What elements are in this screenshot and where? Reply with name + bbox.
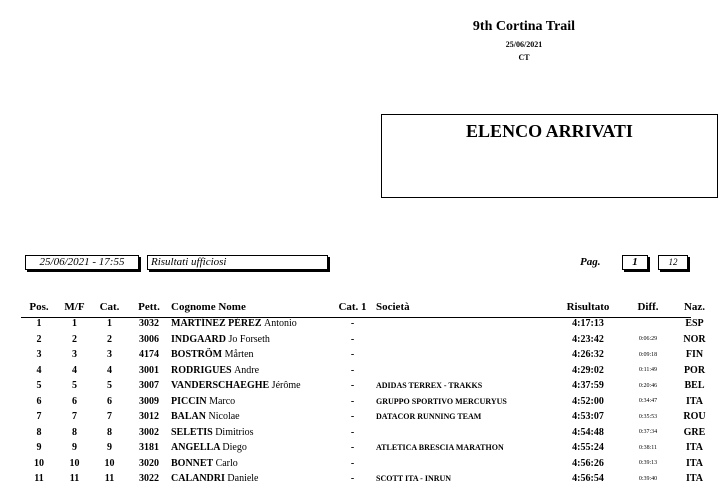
cell-naz: GRE bbox=[683, 426, 706, 438]
first-name: Dimitrios bbox=[215, 426, 254, 438]
cell-mf: 11 bbox=[69, 473, 80, 485]
spacer bbox=[0, 363, 21, 379]
cell-pett: 3020 bbox=[139, 457, 159, 469]
cell-society: ADIDAS TERREX - TRAKKS bbox=[376, 381, 483, 391]
col-naz: Naz. bbox=[683, 301, 706, 313]
cell-cat: 8 bbox=[107, 426, 112, 438]
first-name: Jérôme bbox=[271, 380, 301, 392]
cell-pett: 3009 bbox=[139, 395, 159, 407]
table-row bbox=[0, 471, 717, 487]
cell-society bbox=[376, 425, 552, 441]
col-name: Cognome Nome bbox=[171, 301, 246, 313]
table-row bbox=[0, 394, 717, 410]
cell-result: 4:29:02 bbox=[572, 364, 604, 376]
cell-pos: 11 bbox=[34, 473, 44, 485]
cell-name bbox=[171, 316, 329, 332]
cell-naz: ITA bbox=[685, 457, 704, 469]
cell-naz: POR bbox=[683, 364, 706, 376]
page-number: 1 bbox=[622, 255, 648, 270]
results-table bbox=[0, 298, 717, 487]
cell-result: 4:53:07 bbox=[572, 411, 604, 423]
cell-name bbox=[171, 332, 329, 348]
cell-result: 4:23:42 bbox=[572, 333, 604, 345]
surname: BOSTRÖM bbox=[171, 349, 223, 361]
cell-naz: ITA bbox=[685, 395, 704, 407]
col-pos: Pos. bbox=[29, 301, 49, 313]
first-name: Andre bbox=[234, 364, 260, 376]
cell-diff: 0:35:53 bbox=[638, 413, 658, 420]
cell-name bbox=[171, 347, 329, 363]
spacer bbox=[0, 440, 21, 456]
first-name: Diego bbox=[222, 442, 247, 454]
cell-society: SCOTT ITA - INRUN bbox=[376, 474, 452, 484]
cell-cat: 3 bbox=[107, 349, 112, 361]
cell-cat1: - bbox=[350, 411, 355, 423]
cell-cat1: - bbox=[350, 333, 355, 345]
cell-result: 4:52:00 bbox=[572, 395, 604, 407]
event-code: CT bbox=[518, 53, 530, 62]
spacer bbox=[0, 332, 21, 348]
col-result: Risultato bbox=[566, 301, 610, 313]
cell-pett: 3001 bbox=[139, 364, 159, 376]
event-title: 9th Cortina Trail bbox=[472, 19, 576, 34]
cell-mf: 2 bbox=[72, 333, 77, 345]
surname: RODRIGUES bbox=[171, 364, 232, 376]
table-row bbox=[0, 347, 717, 363]
first-name: Mårten bbox=[224, 349, 254, 361]
cell-naz: NOR bbox=[683, 333, 706, 345]
cell-cat1: - bbox=[350, 442, 355, 454]
surname: BALAN bbox=[171, 411, 207, 423]
spacer bbox=[0, 347, 21, 363]
cell-name bbox=[171, 456, 329, 472]
cell-pos: 10 bbox=[34, 457, 44, 469]
first-name: Antonio bbox=[264, 318, 297, 330]
table-row bbox=[0, 425, 717, 441]
cell-cat: 10 bbox=[104, 457, 115, 469]
cell-cat1: - bbox=[350, 349, 355, 361]
cell-cat1: - bbox=[350, 364, 355, 376]
cell-mf: 8 bbox=[72, 426, 77, 438]
cell-pett: 3006 bbox=[139, 333, 159, 345]
cell-result: 4:37:59 bbox=[572, 380, 604, 392]
event-date: 25/06/2021 bbox=[505, 40, 543, 49]
cell-naz: ROU bbox=[683, 411, 706, 423]
cell-diff: 0:39:40 bbox=[638, 475, 658, 482]
cell-result: 4:56:26 bbox=[572, 457, 604, 469]
cell-mf: 3 bbox=[72, 349, 77, 361]
spacer bbox=[0, 316, 21, 332]
table-header bbox=[0, 298, 717, 316]
cell-name bbox=[171, 425, 329, 441]
cell-name bbox=[171, 363, 329, 379]
cell-mf: 9 bbox=[72, 442, 77, 454]
cell-cat1: - bbox=[350, 395, 355, 407]
cell-result: 4:54:48 bbox=[572, 426, 604, 438]
cell-society bbox=[376, 363, 552, 379]
cell-mf: 4 bbox=[72, 364, 77, 376]
cell-pos: 6 bbox=[36, 395, 42, 407]
spacer bbox=[0, 394, 21, 410]
cell-pett: 3022 bbox=[139, 473, 159, 485]
cell-result: 4:26:32 bbox=[572, 349, 604, 361]
cell-diff: 0:34:47 bbox=[638, 398, 658, 405]
col-diff: Diff. bbox=[637, 301, 659, 313]
timestamp-box: 25/06/2021 - 17:55 bbox=[25, 255, 139, 270]
cell-name bbox=[171, 440, 329, 456]
cell-society bbox=[376, 347, 552, 363]
cell-pett: 3012 bbox=[139, 411, 159, 423]
cell-name bbox=[171, 394, 329, 410]
cell-result: 4:56:54 bbox=[572, 473, 604, 485]
table-row bbox=[0, 363, 717, 379]
cell-cat: 11 bbox=[104, 473, 115, 485]
cell-pos: 3 bbox=[36, 349, 42, 361]
cell-pos: 5 bbox=[36, 380, 42, 392]
cell-name bbox=[171, 378, 329, 394]
cell-mf: 5 bbox=[72, 380, 77, 392]
cell-result: 4:55:24 bbox=[572, 442, 604, 454]
cell-cat: 5 bbox=[107, 380, 112, 392]
cell-pos: 1 bbox=[36, 318, 42, 330]
cell-naz: ITA bbox=[685, 442, 704, 454]
surname: VANDERSCHAEGHE bbox=[171, 380, 270, 392]
cell-pos: 7 bbox=[36, 411, 42, 423]
cell-diff: 0:37:34 bbox=[638, 429, 658, 436]
cell-diff: 0:20:46 bbox=[638, 382, 658, 389]
cell-cat1: - bbox=[350, 318, 355, 330]
cell-cat: 1 bbox=[107, 318, 112, 330]
cell-cat1: - bbox=[350, 457, 355, 469]
cell-name bbox=[171, 471, 329, 487]
table-row bbox=[0, 456, 717, 472]
page-total: 12 bbox=[658, 255, 688, 270]
cell-cat: 9 bbox=[107, 442, 112, 454]
cell-pett: 4174 bbox=[139, 349, 159, 361]
col-society: Società bbox=[376, 301, 410, 313]
surname: SELETIS bbox=[171, 426, 213, 438]
table-row bbox=[0, 440, 717, 456]
cell-naz: ITA bbox=[685, 473, 704, 485]
table-row bbox=[0, 332, 717, 348]
cell-pos: 8 bbox=[36, 426, 42, 438]
table-row bbox=[0, 378, 717, 394]
col-cat: Cat. bbox=[99, 301, 120, 313]
cell-result: 4:17:13 bbox=[572, 318, 604, 330]
surname: ANGELLA bbox=[171, 442, 220, 454]
cell-pett: 3181 bbox=[139, 442, 159, 454]
cell-pos: 4 bbox=[36, 364, 42, 376]
cell-cat1: - bbox=[350, 473, 355, 485]
cell-society bbox=[376, 316, 552, 332]
cell-cat1: - bbox=[350, 426, 355, 438]
cell-diff: 0:11:49 bbox=[638, 367, 658, 374]
cell-society: DATACOR RUNNING TEAM bbox=[376, 412, 482, 422]
cell-mf: 10 bbox=[69, 457, 80, 469]
cell-mf: 7 bbox=[72, 411, 77, 423]
cell-cat: 4 bbox=[107, 364, 112, 376]
col-cat1: Cat. 1 bbox=[338, 301, 367, 313]
surname: CALANDRI bbox=[171, 473, 225, 485]
cell-cat: 6 bbox=[107, 395, 112, 407]
cell-name bbox=[171, 409, 329, 425]
report-title-box bbox=[381, 114, 718, 198]
cell-cat1: - bbox=[350, 380, 355, 392]
first-name: Nicolae bbox=[208, 411, 240, 423]
cell-naz: ESP bbox=[685, 318, 704, 330]
spacer bbox=[0, 456, 21, 472]
surname: BONNET bbox=[171, 457, 214, 469]
first-name: Carlo bbox=[215, 457, 238, 469]
table-row bbox=[0, 316, 717, 332]
cell-pos: 9 bbox=[36, 442, 42, 454]
report-title: ELENCO ARRIVATI bbox=[466, 121, 633, 141]
cell-mf: 1 bbox=[72, 318, 77, 330]
cell-pett: 3002 bbox=[139, 426, 159, 438]
status-box: Risultati ufficiosi bbox=[147, 255, 328, 270]
cell-naz: FIN bbox=[685, 349, 704, 361]
surname: PICCIN bbox=[171, 395, 207, 407]
col-mf: M/F bbox=[64, 301, 85, 313]
cell-diff: 0:39:13 bbox=[638, 460, 658, 467]
page-label: Pag. bbox=[580, 256, 601, 268]
cell-society bbox=[376, 456, 552, 472]
col-pett: Pett. bbox=[138, 301, 160, 313]
first-name: Marco bbox=[209, 395, 236, 407]
surname: INDGAARD bbox=[171, 333, 226, 345]
cell-society: GRUPPO SPORTIVO MERCURYUS bbox=[376, 396, 507, 406]
cell-diff: 0:09:18 bbox=[638, 351, 658, 358]
cell-society bbox=[376, 332, 552, 348]
cell-society: ATLETICA BRESCIA MARATHON bbox=[376, 443, 504, 453]
first-name: Daniele bbox=[227, 473, 259, 485]
cell-diff bbox=[624, 316, 672, 332]
cell-diff: 0:06:29 bbox=[638, 336, 658, 343]
cell-mf: 6 bbox=[72, 395, 77, 407]
cell-naz: BEL bbox=[684, 380, 705, 392]
table-row bbox=[0, 409, 717, 425]
cell-diff: 0:38:11 bbox=[638, 444, 658, 451]
cell-pett: 3032 bbox=[139, 318, 159, 330]
spacer bbox=[0, 378, 21, 394]
cell-pett: 3007 bbox=[139, 380, 159, 392]
first-name: Jo Forseth bbox=[228, 333, 270, 345]
surname: MARTÍNEZ PÉREZ bbox=[171, 318, 262, 330]
cell-pos: 2 bbox=[36, 333, 42, 345]
spacer bbox=[0, 425, 21, 441]
cell-cat: 7 bbox=[107, 411, 112, 423]
spacer bbox=[0, 409, 21, 425]
spacer bbox=[0, 471, 21, 487]
cell-cat: 2 bbox=[107, 333, 112, 345]
